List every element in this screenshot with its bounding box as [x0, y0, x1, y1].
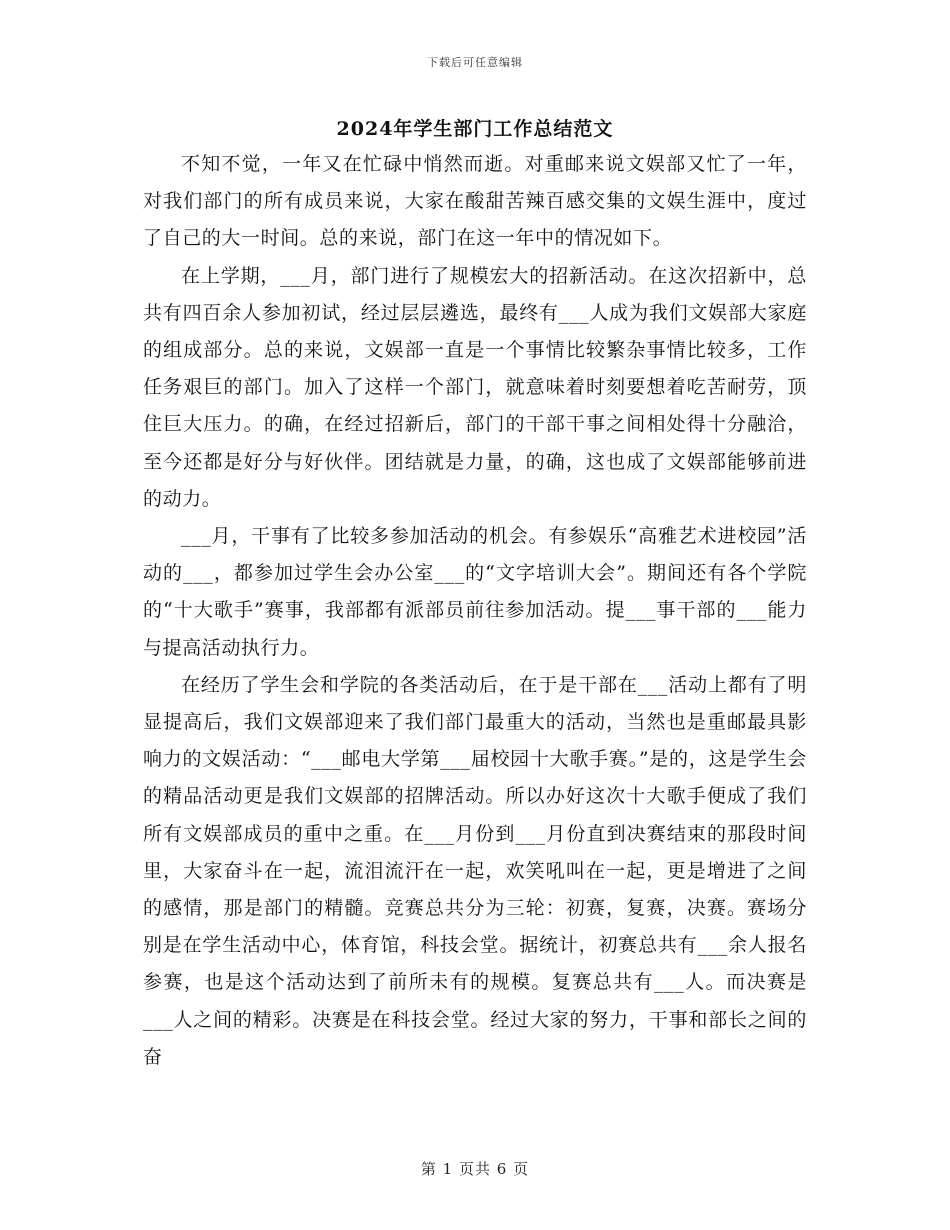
paragraph-1: 不知不觉，一年又在忙碌中悄然而逝。对重邮来说文娱部又忙了一年，对我们部门的所有成员来说，大家在酸甜苦辣百感交集的文娱生涯中，度过了自己的大一时间。总的来说，部门在这一年中的情况如下。 [143, 153, 807, 250]
paragraph-3: ___月，干事有了比较多参加活动的机会。有参娱乐“高雅艺术进校园”活动的___，都参加过学生会办公室___的“文字培训大会”。期间还有各个学院的“十大歌手”赛事，我部都有派部员前往参加活动。提___事干部的___能力与提高活动执行力。 [143, 525, 807, 659]
page-header: 下载后可任意编辑 [427, 56, 523, 69]
document-title: 2024年学生部门工作总结范文 [336, 118, 614, 140]
page-number: 第 1 页共 6 页 [420, 1160, 530, 1178]
paragraph-4: 在经历了学生会和学院的各类活动后，在于是干部在___活动上都有了明显提高后，我们文娱部迎来了我们部门最重大的活动，当然也是重邮最具影响力的文娱活动：“___邮电大学第___届校园十大歌手赛。”是的，这是学生会的精品活动更是我们文娱部的招牌活动。所以办好这次十大歌手便成了我们所有文娱部成员的重中之重。在___月份到___月份直到决赛结束的那段时间里，大家奋斗在一起，流泪流汗在一起，欢笑吼叫在一起，更是增进了之间的感情，那是部门的精髓。竞赛总共分为三轮：初赛，复赛，决赛。赛场分别是在学生活动中心，体育馆，科技会堂。据统计，初赛总共有___余人报名参赛，也是这个活动达到了前所未有的规模。复赛总共有___人。而决赛是___人之间的精彩。决赛是在科技会堂。经过大家的努力，干事和部长之间的奋 [143, 673, 807, 1068]
document-body [143, 146, 807, 1076]
paragraph-2: 在上学期，___月，部门进行了规模宏大的招新活动。在这次招新中，总共有四百余人参加初试，经过层层遴选，最终有___人成为我们文娱部大家庭的组成部分。总的来说，文娱部一直是一个事情比较繁杂事情比较多，工作任务艰巨的部门。加入了这样一个部门，就意味着时刻要想着吃苦耐劳，顶住巨大压力。的确，在经过招新后，部门的干部干事之间相处得十分融洽，至今还都是好分与好伙伴。团结就是力量，的确，这也成了文娱部能够前进的动力。 [143, 264, 807, 510]
